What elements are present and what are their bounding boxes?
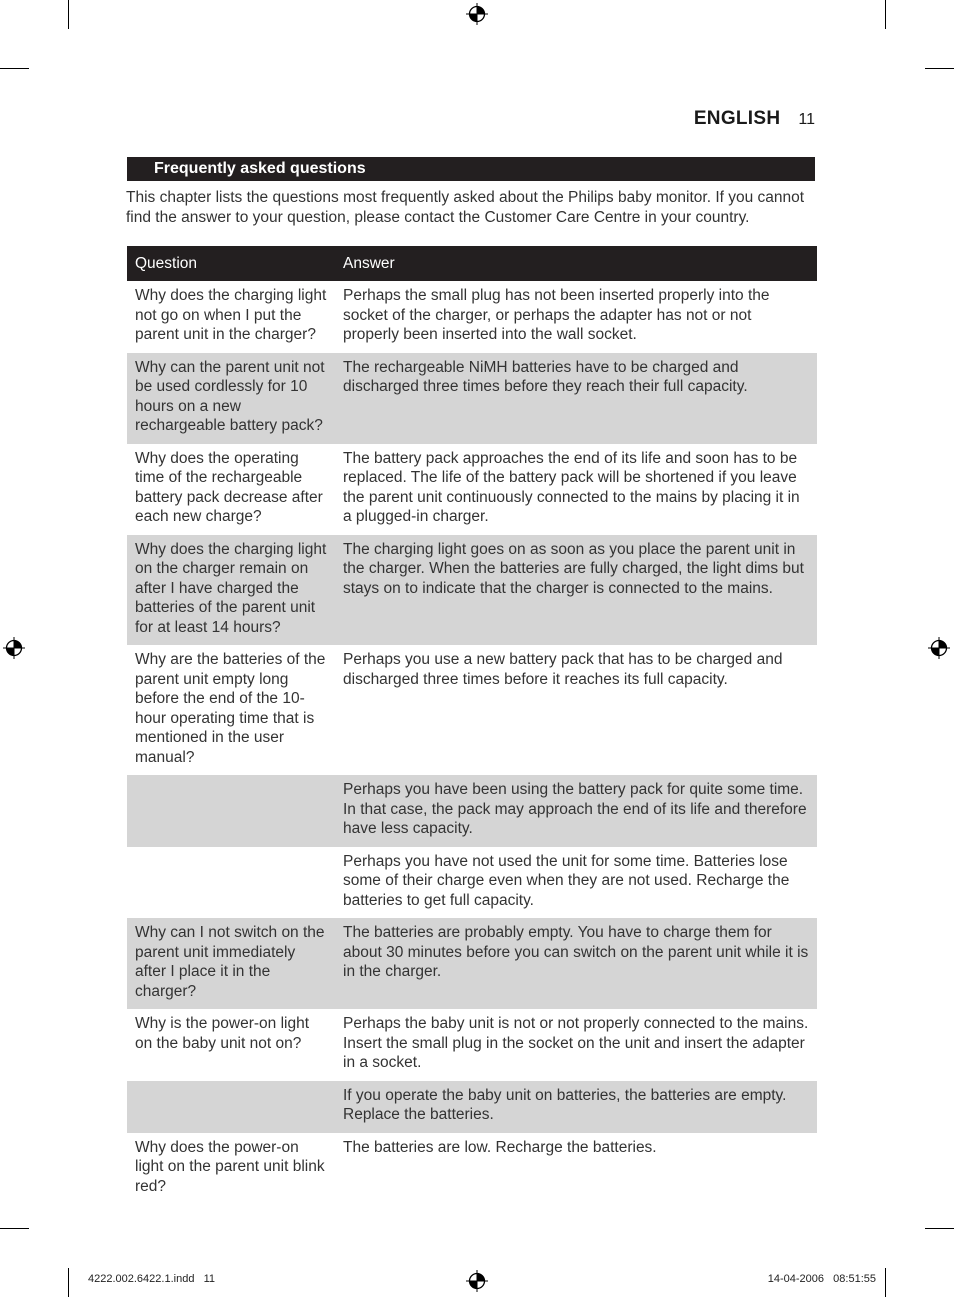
question-cell — [127, 1081, 335, 1133]
question-column-header: Question — [127, 246, 335, 281]
table-row — [127, 353, 817, 444]
table-row — [127, 847, 817, 919]
footer-filename: 4222.002.6422.1.indd 11 — [88, 1273, 216, 1285]
question-cell: Why are the batteries of the parent unit empty long before the end of the 10-hour operating time that is mentioned in the user manual? — [135, 651, 326, 766]
language-label: ENGLISH — [693, 108, 781, 129]
table-row — [127, 281, 817, 353]
intro-paragraph: This chapter lists the questions most frequently asked about the Philips baby monitor. If you cannot find the answer to your question, please contact the Customer Care Centre in your country. — [126, 189, 805, 226]
crop-mark — [885, 1268, 886, 1297]
table-row — [127, 1009, 817, 1081]
question-cell — [127, 775, 335, 847]
question-cell: Why does the operating time of the rechargeable battery pack decrease after each new charge? — [135, 449, 323, 525]
answer-cell: The charging light goes on as soon as you place the parent unit in the charger. When the batteries are fully charged, the light dims but stays on to indicate that the charger is connected to the mains. — [335, 535, 817, 646]
crop-mark — [68, 1268, 69, 1297]
registration-mark-icon — [466, 3, 488, 25]
answer-cell: The rechargeable NiMH batteries have to be charged and discharged three times before they reach their full capacity. — [335, 353, 817, 444]
table-row — [127, 535, 817, 646]
answer-cell: Perhaps you have not used the unit for some time. Batteries lose some of their charge even when they are not used. Recharge the batteries to get full capacity. — [343, 852, 790, 909]
answer-cell: Perhaps you use a new battery pack that has to be charged and discharged three times before it reaches its full capacity. — [343, 651, 783, 688]
faq-table — [127, 246, 817, 1204]
section-title: Frequently asked questions — [127, 157, 815, 181]
answer-cell: Perhaps you have been using the battery pack for quite some time. In that case, the pack may approach the end of its life and therefore have less capacity. — [335, 775, 817, 847]
crop-mark — [885, 0, 886, 29]
crop-mark — [68, 0, 69, 29]
crop-mark — [925, 1228, 954, 1229]
crop-mark — [0, 68, 29, 69]
answer-cell: The battery pack approaches the end of its life and soon has to be replaced. The life of the battery pack will be shortened if you leave the parent unit continuously connected to the mains by placing it in a plugged-in charger. — [343, 449, 800, 525]
question-cell: Why does the power-on light on the parent unit blink red? — [135, 1138, 325, 1195]
answer-column-header: Answer — [335, 246, 817, 281]
table-row — [127, 645, 817, 775]
answer-cell: The batteries are probably empty. You have to charge them for about 30 minutes before you can switch on the parent unit while it is in the charger. — [335, 918, 817, 1009]
registration-mark-icon — [928, 637, 950, 659]
table-row — [127, 775, 817, 847]
table-row — [127, 1081, 817, 1133]
question-cell: Why can I not switch on the parent unit immediately after I place it in the charger? — [127, 918, 335, 1009]
question-cell: Why does the charging light not go on when I put the parent unit in the charger? — [135, 287, 327, 343]
page-number: 11 — [798, 111, 815, 128]
table-row — [127, 918, 817, 1009]
answer-cell: Perhaps the small plug has not been inserted properly into the socket of the charger, or perhaps the adapter has not or not properly been inserted into the wall socket. — [343, 287, 770, 343]
question-cell: Why can the parent unit not be used cordlessly for 10 hours on a new rechargeable battery pack? — [127, 353, 335, 444]
registration-mark-icon — [466, 1270, 488, 1292]
answer-cell: If you operate the baby unit on batteries, the batteries are empty. Replace the batteries. — [335, 1081, 817, 1133]
answer-cell: The batteries are low. Recharge the batteries. — [343, 1138, 657, 1156]
question-cell: Why does the charging light on the charger remain on after I have charged the batteries of the parent unit for at least 14 hours? — [127, 535, 335, 646]
question-cell: Why is the power-on light on the baby unit not on? — [135, 1015, 310, 1052]
registration-mark-icon — [3, 637, 25, 659]
question-cell — [127, 847, 335, 919]
table-header-row — [127, 246, 817, 281]
crop-mark — [925, 68, 954, 69]
table-row — [127, 444, 817, 535]
answer-cell: Perhaps the baby unit is not or not properly connected to the mains. Insert the small plug in the socket on the unit and insert the adapter in a socket. — [343, 1015, 809, 1071]
table-row — [127, 1133, 817, 1205]
footer-timestamp: 14-04-2006 08:51:55 — [767, 1273, 876, 1285]
crop-mark — [0, 1228, 29, 1229]
page-header — [694, 108, 815, 130]
